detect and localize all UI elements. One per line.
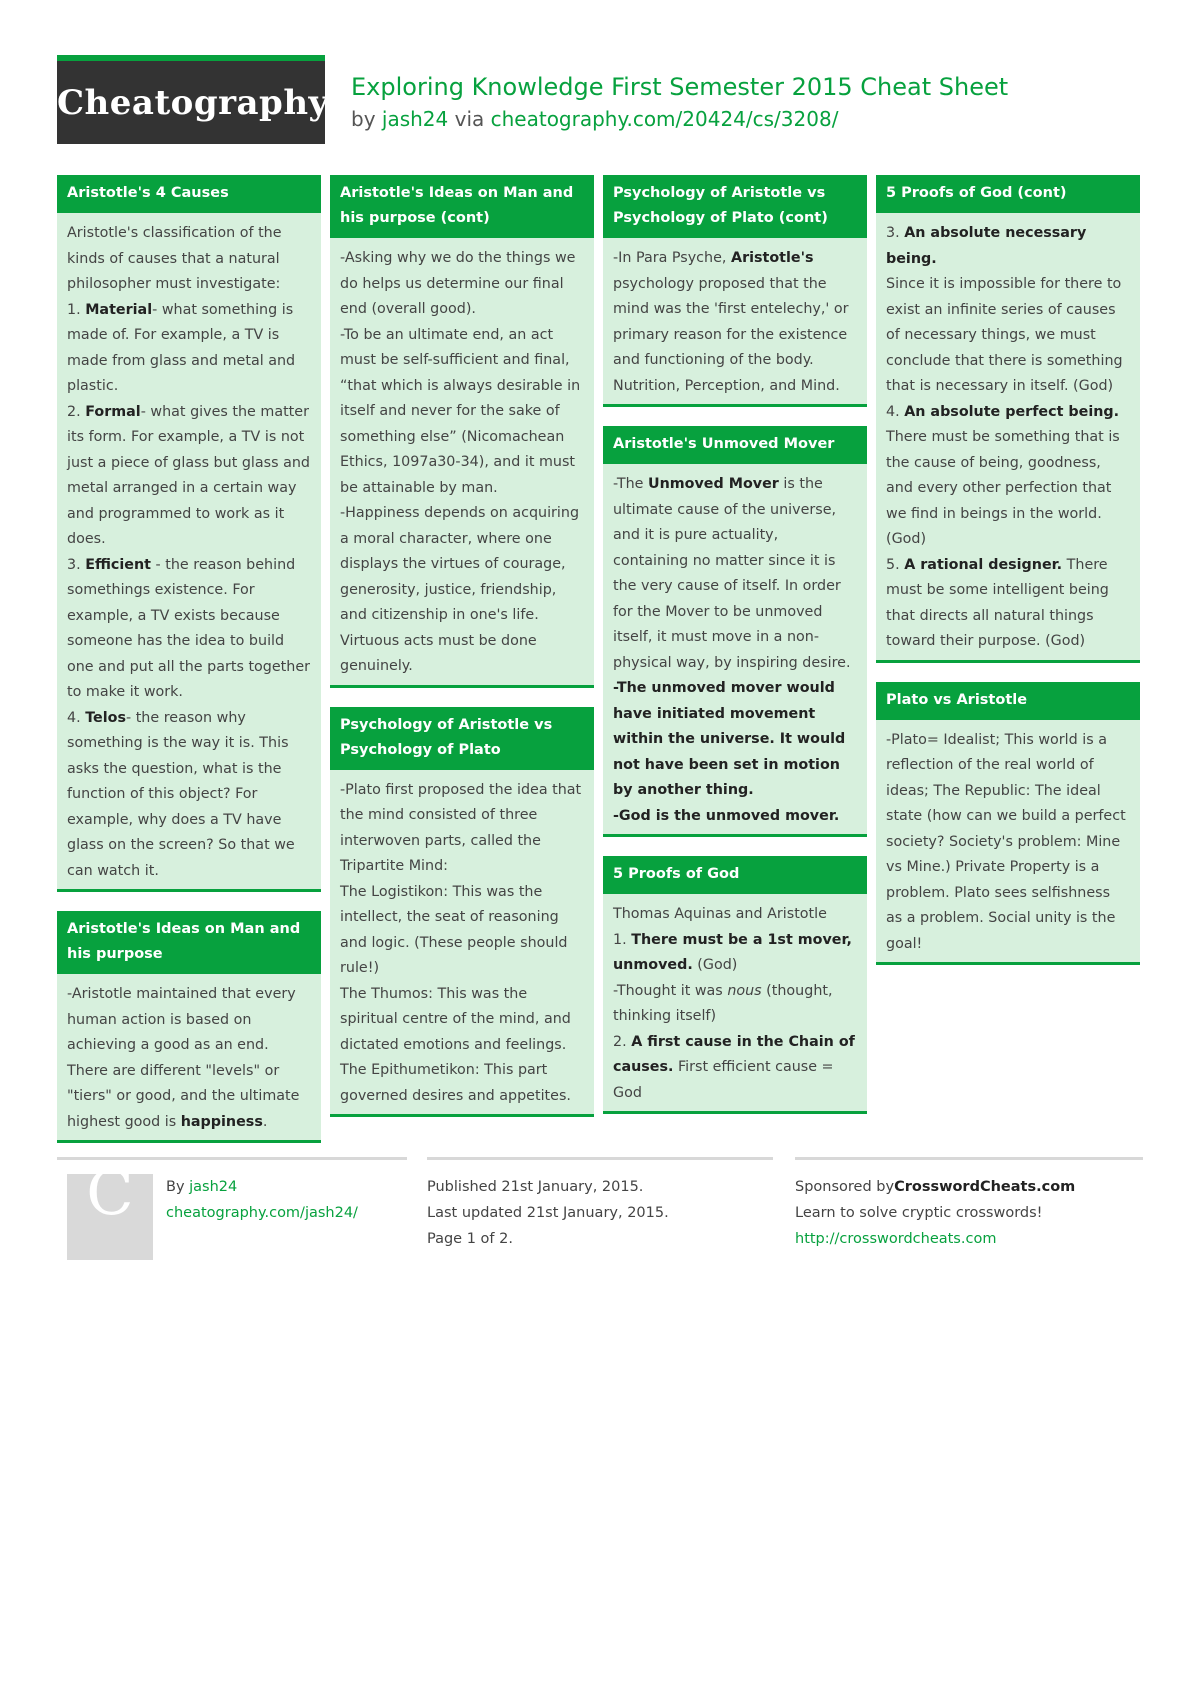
list-item: 4. An absolute perfect being.: [886, 403, 1120, 420]
column-1: [57, 175, 321, 1162]
avatar-letter: C: [86, 1156, 134, 1229]
section-body: [603, 238, 867, 404]
body-text: The Logistikon: This was the intellect, the seat of reasoning and logic. (These people should rule!): [340, 883, 568, 976]
section-title: Psychology of Aristotle vs Psychology of Plato (cont): [603, 175, 867, 238]
section-title: Aristotle's Unmoved Mover: [603, 426, 867, 464]
section-body: [603, 464, 867, 834]
list-item: 2. A first cause in the Chain of causes. First efficient cause = God: [613, 1033, 855, 1101]
section-ideas-on-man-cont: [330, 175, 594, 688]
body-text: -Aristotle maintained that every human action is based on achieving a good as an end. There are different "levels" or "tiers" or good, and the ultimate highest good is happiness.: [67, 986, 300, 1130]
body-text: -In Para Psyche, Aristotle's psychology proposed that the mind was the 'first entelechy,' or primary reason for the existence and functioning of the body. Nutrition, Perception, and Mind.: [613, 250, 849, 394]
sponsor-tagline: Learn to solve cryptic crosswords!: [795, 1205, 1043, 1221]
footer-author-url[interactable]: cheatography.com/jash24/: [166, 1205, 358, 1221]
body-text: -Thought it was nous (thought, thinking itself): [613, 982, 833, 1024]
list-item: 1. There must be a 1st mover, unmoved. (God): [613, 931, 852, 973]
logo-text: Cheatography: [57, 83, 329, 123]
section-title: 5 Proofs of God (cont): [876, 175, 1140, 213]
body-text: -To be an ultimate end, an act must be self-sufficient and final, “that which is always desirable in itself and never for the sake of something else” (Nicomachean Ethics, 1097a30-34), and it must be attainable by man.: [340, 326, 581, 496]
section-body: [57, 213, 321, 889]
published-date: Published 21st January, 2015.: [427, 1179, 644, 1195]
via-label: via: [454, 107, 485, 131]
section-body: [330, 770, 594, 1115]
section-psychology: [330, 707, 594, 1118]
section-body: [330, 238, 594, 685]
list-item: 2. Formal- what gives the matter its form. For example, a TV is not just a piece of glass but glass and metal arranged in a certain way and programmed to work as it does.: [67, 403, 310, 547]
body-text: -God is the unmoved mover.: [613, 807, 840, 824]
list-item: 3. Efficient - the reason behind somethings existence. For example, a TV exists because someone has the idea to build one and put all the parts together to make it work.: [67, 556, 311, 700]
page-header: [57, 55, 1143, 145]
by-label: By: [166, 1179, 185, 1195]
body-text: The Thumos: This was the spiritual centre of the mind, and dictated emotions and feelings.: [340, 985, 571, 1053]
section-body: [876, 720, 1140, 963]
footer-dates: [427, 1157, 773, 1252]
body-text: The Epithumetikon: This part governed desires and appetites.: [340, 1062, 571, 1104]
section-title: Plato vs Aristotle: [876, 682, 1140, 720]
list-item: 5. A rational designer. There must be some intelligent being that directs all natural things toward their purpose. (God): [886, 556, 1109, 649]
section-title: 5 Proofs of God: [603, 856, 867, 894]
section-title: Aristotle's 4 Causes: [57, 175, 321, 213]
intro-text: Aristotle's classification of the kinds of causes that a natural philosopher must investigate:: [67, 225, 282, 292]
column-4: [876, 175, 1140, 984]
footer-author-link[interactable]: jash24: [189, 1179, 238, 1195]
column-3: [603, 175, 867, 1133]
author-info: [166, 1174, 358, 1226]
list-item: 1. Material- what something is made of. For example, a TV is made from glass and metal and plastic.: [67, 301, 296, 394]
updated-date: Last updated 21st January, 2015.: [427, 1205, 669, 1221]
section-psychology-cont: [603, 175, 867, 407]
body-text: -The unmoved mover would have initiated movement within the universe. It would not have been set in motion by another thing.: [613, 680, 846, 798]
section-title: Aristotle's Ideas on Man and his purpose: [57, 911, 321, 974]
body-text: -The Unmoved Mover is the ultimate cause of the universe, and it is pure actuality, containing no matter since it is the very cause of itself. In order for the Mover to be unmoved itself, it must move in a non-physical way, by inspiring desire.: [613, 476, 851, 671]
body-text: Since it is impossible for there to exist an infinite series of causes of necessary things, we must conclude that there is something that is necessary in itself. (God): [886, 276, 1123, 394]
cheatography-logo[interactable]: [57, 55, 329, 144]
sponsor-url-link[interactable]: http://crosswordcheats.com: [795, 1231, 997, 1247]
list-item: 4. Telos- the reason why something is the way it is. This asks the question, what is the function of this object? For example, why does a TV have glass on the screen? So that we can watch it.: [67, 709, 295, 879]
sheet-url-link[interactable]: cheatography.com/20424/cs/3208/: [490, 107, 839, 131]
section-title: Aristotle's Ideas on Man and his purpose (cont): [330, 175, 594, 238]
by-label: by: [351, 107, 376, 131]
footer-sponsor: [795, 1157, 1143, 1252]
page-footer: [57, 1157, 1143, 1267]
section-five-proofs: [603, 856, 867, 1114]
byline: [351, 107, 838, 131]
section-plato-vs-aristotle: [876, 682, 1140, 966]
avatar[interactable]: [67, 1156, 153, 1260]
section-body: [876, 213, 1140, 660]
sponsor-name[interactable]: CrosswordCheats.com: [894, 1179, 1076, 1195]
section-unmoved-mover: [603, 426, 867, 837]
body-text: -Happiness depends on acquiring a moral character, where one displays the virtues of courage, generosity, justice, friendship, and citizenship in one's life. Virtuous acts must be done genuinely.: [340, 505, 580, 674]
column-2: [330, 175, 594, 1136]
sponsored-label: Sponsored by: [795, 1179, 895, 1195]
body-text: Thomas Aquinas and Aristotle: [613, 906, 827, 922]
page-number: Page 1 of 2.: [427, 1231, 513, 1247]
list-item: 3. An absolute necessary being.: [886, 225, 1087, 267]
sheet-title: Exploring Knowledge First Semester 2015 Cheat Sheet: [351, 73, 1009, 101]
section-ideas-on-man: [57, 911, 321, 1143]
body-text: -Plato= Idealist; This world is a reflection of the real world of ideas; The Republic: The ideal state (how can we build a perfect society? Society's problem: Mine vs Mine.) Private Property is a problem. Plato sees selfishness as a problem. Social unity is the goal!: [886, 731, 1126, 952]
footer-author: [57, 1156, 407, 1229]
body-text: -Asking why we do the things we do helps us determine our final end (overall good).: [340, 250, 576, 317]
section-four-causes: [57, 175, 321, 892]
body-text: -Plato first proposed the idea that the mind consisted of three interwoven parts, called the Tripartite Mind:: [340, 781, 582, 874]
section-title: Psychology of Aristotle vs Psychology of Plato: [330, 707, 594, 770]
section-five-proofs-cont: [876, 175, 1140, 663]
body-text: There must be something that is the cause of being, goodness, and every other perfection that we find in beings in the world. (God): [886, 429, 1120, 547]
section-body: [57, 974, 321, 1140]
author-link[interactable]: jash24: [381, 107, 449, 131]
section-body: [603, 894, 867, 1111]
